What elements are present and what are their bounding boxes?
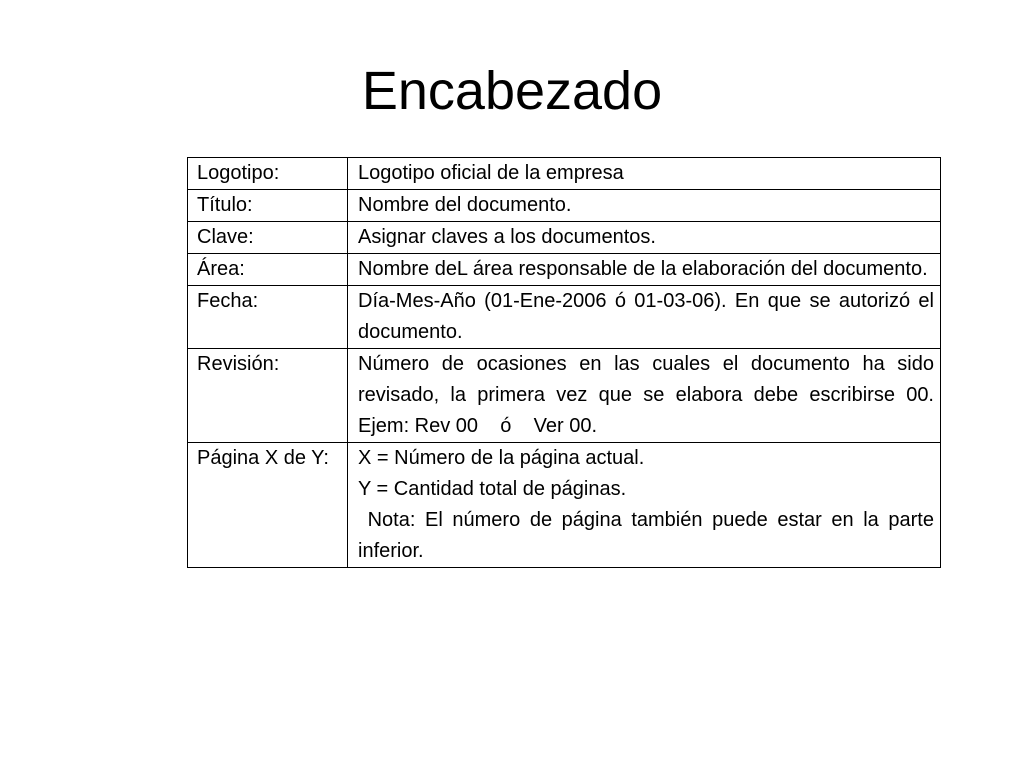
field-description-cell [348, 349, 941, 443]
field-description-cell [348, 254, 941, 286]
field-name-cell: Página X de Y: [188, 443, 348, 568]
field-name-cell: Fecha: [188, 286, 348, 349]
field-description-line: Nombre deL área responsable de la elaboración del documento. [358, 258, 928, 280]
table-row-titulo [188, 190, 941, 222]
slide-title: Encabezado [361, 61, 663, 121]
field-description-line: Asignar claves a los documentos. [358, 226, 656, 248]
field-name-cell: Área: [188, 254, 348, 286]
table-row-logotipo [188, 158, 941, 190]
field-description-cell [348, 158, 941, 190]
field-name-cell: Título: [188, 190, 348, 222]
field-name-cell: Revisión: [188, 349, 348, 443]
table-row-fecha [188, 286, 941, 349]
table-row-revision [188, 349, 941, 443]
field-name-cell: Logotipo: [188, 158, 348, 190]
field-description-line: X = Número de la página actual. [358, 447, 645, 469]
field-description-line: Y = Cantidad total de páginas. [358, 478, 627, 500]
field-description-cell [348, 443, 941, 568]
field-description-cell [348, 286, 941, 349]
table-row-clave [188, 222, 941, 254]
field-description-line: Logotipo oficial de la empresa [358, 162, 624, 184]
table-row-area [188, 254, 941, 286]
header-fields-table [187, 157, 941, 568]
field-description-line: Nota: El número de página también puede estar en la parte inferior. [358, 509, 940, 562]
field-description-cell [348, 222, 941, 254]
field-description-cell [348, 190, 941, 222]
field-name-cell: Clave: [188, 222, 348, 254]
field-description-line: Número de ocasiones en las cuales el documento ha sido revisado, la primera vez que se elabora debe escribirse 00. Ejem: Rev 00 ó Ver 00. [358, 353, 940, 437]
field-description-line: Día-Mes-Año (01-Ene-2006 ó 01-03-06). En que se autorizó el documento. [358, 290, 934, 343]
field-description-line: Nombre del documento. [358, 194, 572, 216]
table-row-pagina [188, 443, 941, 568]
